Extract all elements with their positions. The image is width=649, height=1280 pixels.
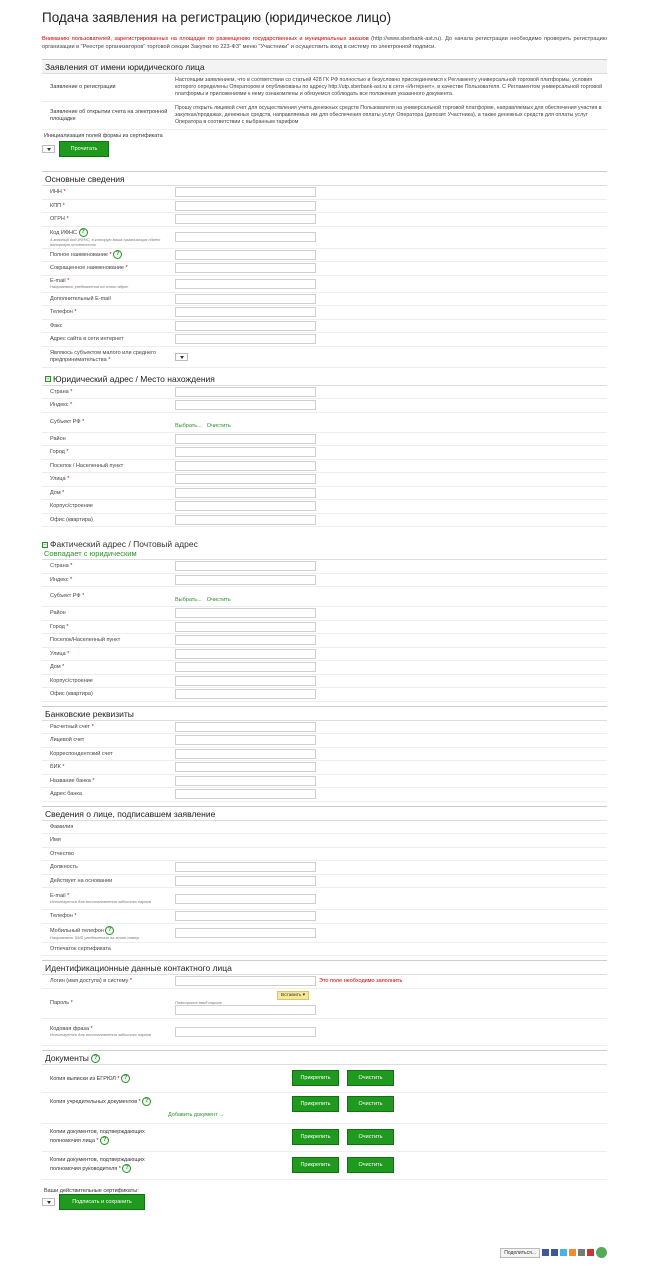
fax-input[interactable] xyxy=(175,321,316,331)
district-label: Район xyxy=(50,610,66,616)
bank-header: Банковские реквизиты xyxy=(42,706,607,721)
subject-row xyxy=(42,413,607,433)
signer-email-label: E-mail xyxy=(50,892,66,899)
legal-address-title: Юридический адрес / Место нахождения xyxy=(53,373,215,384)
index-input[interactable] xyxy=(175,575,316,585)
required-mark: * xyxy=(118,1166,121,1173)
password-row xyxy=(42,989,607,1019)
notice-red: Вниманию пользователей, зарегистрированных на площадке по размещению государственных и муниципальных заказов xyxy=(42,36,369,42)
contact-header: Идентификационные данные контактного лица xyxy=(42,960,607,975)
password-input[interactable] xyxy=(175,1005,316,1015)
document-label: Копия учредительных документов xyxy=(50,1098,138,1105)
personal-account-input[interactable] xyxy=(175,735,316,745)
building-input[interactable] xyxy=(175,501,316,511)
required-mark: * xyxy=(62,764,65,770)
district-input[interactable] xyxy=(175,434,316,444)
document-row xyxy=(42,1065,607,1093)
short-name-row xyxy=(42,262,607,276)
personal-account-row xyxy=(42,734,607,748)
choose-link[interactable]: Выбрать... xyxy=(175,422,202,429)
required-mark: * xyxy=(96,1138,99,1145)
bik-input[interactable] xyxy=(175,762,316,772)
surname-label: Фамилия xyxy=(50,823,74,830)
attach-button[interactable]: Прикрепить xyxy=(292,1129,339,1145)
office-row xyxy=(42,514,607,528)
statements-header: Заявления от имени юридического лица xyxy=(42,59,607,74)
required-mark: * xyxy=(66,449,69,455)
district-row xyxy=(42,433,607,447)
clear-button[interactable]: Очистить xyxy=(347,1157,394,1173)
house-input[interactable] xyxy=(175,488,316,498)
required-mark: * xyxy=(138,1098,141,1105)
required-mark: * xyxy=(67,650,70,657)
corr-account-label: Корреспондентский счет xyxy=(50,750,113,757)
certs-label: Ваши действительные сертификаты: xyxy=(44,1187,139,1194)
clear-link[interactable]: Очистить xyxy=(206,597,231,603)
city-label: Город xyxy=(50,449,65,455)
bank-address-input[interactable] xyxy=(175,789,316,799)
document-row xyxy=(42,1124,607,1152)
city-row xyxy=(42,446,607,460)
bank-name-row xyxy=(42,775,607,789)
help-icon[interactable]: ? xyxy=(91,1054,100,1063)
required-mark: * xyxy=(70,388,73,395)
bank-name-label: Название банка xyxy=(50,777,91,784)
read-button[interactable]: Прочитать xyxy=(59,141,109,157)
surname-row xyxy=(42,821,607,835)
collapse-toggle-icon[interactable]: − xyxy=(43,541,47,548)
inn-row xyxy=(42,186,607,200)
choose-link[interactable]: Выбрать... xyxy=(175,597,202,603)
short-name-label: Сокращенное наименование xyxy=(50,265,124,271)
email-hint: Направлять уведомления на этот адрес xyxy=(50,284,129,290)
required-mark: * xyxy=(90,1025,93,1032)
statement-label: Заявление о регистрации xyxy=(50,84,116,91)
login-input[interactable] xyxy=(175,976,316,986)
odnoklassniki-icon[interactable] xyxy=(569,1249,576,1256)
login-error: Это поле необходимо заполнить xyxy=(319,978,403,985)
footer-certificate-select[interactable] xyxy=(42,1198,55,1206)
required-mark: * xyxy=(62,489,65,496)
full-name-row xyxy=(42,249,607,263)
required-mark: * xyxy=(117,1075,120,1082)
clear-link[interactable]: Очистить xyxy=(206,422,231,429)
basic-header: Основные сведения xyxy=(42,171,607,186)
footer-row xyxy=(42,1194,607,1210)
signer-phone-row xyxy=(42,910,607,924)
index-input[interactable] xyxy=(175,400,316,410)
full-name-label: Полное наименование xyxy=(50,252,108,259)
required-mark: * xyxy=(82,418,85,425)
website-row xyxy=(42,333,607,347)
extra-email-label: Дополнительный E-mail xyxy=(50,295,111,302)
login-row xyxy=(42,975,607,989)
statement-label: Заявление об открытии счета на электронной площадке xyxy=(50,109,168,122)
country-label: Страна xyxy=(50,388,69,395)
statement-text: Настоящим заявлением, что в соответствии со статьей 428 ГК РФ полностью и безусловно присоединяемся к Регламенту универсальной торговой платформы, условия которого определены Оператором и опубликованы по адресу http://utp.sberbank-ast.ru в сети «Интернет», в качестве Пользователя. С Регламентом универсальной торговой платформы и приложениями к нему ознакомлены и обязуемся соблюдать все положения указанного документа. xyxy=(175,77,603,97)
inn-input[interactable] xyxy=(175,187,316,197)
office-label: Офис (квартира) xyxy=(50,691,93,697)
share-button[interactable]: Поделиться... xyxy=(500,1248,540,1258)
mobile-input[interactable] xyxy=(175,928,316,938)
code-phrase-label: Кодовая фраза xyxy=(50,1025,89,1032)
document-label: Копии документов, подтверждающих полномочия руководителя xyxy=(50,1157,145,1173)
subject-label: Субъект РФ xyxy=(50,418,81,425)
house-row xyxy=(42,487,607,501)
ifns-hint: 4-значный код ИФНС, в которую ваша организация сдает налоговую отчетность xyxy=(50,236,161,247)
notice xyxy=(42,35,607,51)
help-icon[interactable]: ? xyxy=(79,228,88,237)
clear-button[interactable]: Очистить xyxy=(347,1070,394,1086)
required-mark: * xyxy=(62,664,65,670)
attach-button[interactable]: Прикрепить xyxy=(292,1070,339,1086)
fax-row xyxy=(42,320,607,334)
help-icon[interactable]: ? xyxy=(142,1097,151,1106)
signer-phone-input[interactable] xyxy=(175,911,316,921)
required-mark: * xyxy=(109,252,112,259)
password-label: Пароль xyxy=(50,999,70,1006)
house-row xyxy=(42,661,607,675)
mobile-label: Мобильный телефон xyxy=(50,927,104,934)
code-phrase-input[interactable] xyxy=(175,1027,316,1037)
document-label: Копия выписки из ЕГРЮЛ xyxy=(50,1075,116,1082)
district-label: Район xyxy=(50,435,66,442)
cert-init-row xyxy=(42,141,607,157)
subject-label: Субъект РФ xyxy=(50,593,81,600)
ifns-input[interactable] xyxy=(175,232,316,242)
required-mark: * xyxy=(74,913,77,919)
building-label: Корпус/строение xyxy=(50,677,93,684)
certificate-select[interactable] xyxy=(42,145,55,153)
building-row xyxy=(42,500,607,514)
building-input[interactable] xyxy=(175,676,316,686)
street-label: Улица xyxy=(50,476,66,482)
help-icon[interactable]: ? xyxy=(100,1136,109,1145)
mobile-hint: Направлять SMS уведомления на этот номер xyxy=(50,934,139,940)
kpp-row xyxy=(42,200,607,214)
google-icon[interactable] xyxy=(587,1249,594,1256)
extra-email-input[interactable] xyxy=(175,294,316,304)
name-row xyxy=(42,834,607,848)
required-mark: * xyxy=(82,593,85,600)
help-icon[interactable]: ? xyxy=(122,1164,131,1173)
country-row xyxy=(42,560,607,574)
district-input[interactable] xyxy=(175,608,316,618)
attach-button[interactable]: Прикрепить xyxy=(292,1157,339,1173)
city-row xyxy=(42,621,607,635)
documents-header xyxy=(42,1050,607,1065)
inn-label: ИНН xyxy=(50,189,62,195)
index-label: Индекс xyxy=(50,576,69,583)
basis-row xyxy=(42,875,607,889)
city-label: Город xyxy=(50,623,65,630)
legal-address-header xyxy=(42,372,607,386)
facebook-icon[interactable] xyxy=(551,1249,558,1256)
statement-row xyxy=(42,102,607,130)
full-name-input[interactable] xyxy=(175,250,316,260)
subject-row xyxy=(42,587,607,607)
required-mark: * xyxy=(70,402,73,408)
clear-button[interactable]: Очистить xyxy=(347,1129,394,1145)
required-mark: * xyxy=(70,576,73,583)
extra-email-row xyxy=(42,293,607,307)
ifns-row xyxy=(42,227,607,249)
signer-header: Сведения о лице, подписавшем заявление xyxy=(42,806,607,821)
code-phrase-hint: Используется для восстановления забытого пароля xyxy=(50,1032,152,1038)
settlement-input[interactable] xyxy=(175,635,316,645)
account-input[interactable] xyxy=(175,722,316,732)
office-input[interactable] xyxy=(175,515,316,525)
ifns-label: Код ИФНС xyxy=(50,229,77,236)
index-row xyxy=(42,574,607,588)
required-mark: * xyxy=(129,978,133,984)
website-input[interactable] xyxy=(175,334,316,344)
bank-address-row xyxy=(42,788,607,802)
required-mark: * xyxy=(74,309,77,315)
required-mark: * xyxy=(67,476,70,482)
required-mark: * xyxy=(125,265,128,271)
kpp-label: КПП xyxy=(50,202,62,209)
building-row xyxy=(42,675,607,689)
office-input[interactable] xyxy=(175,689,316,699)
settlement-label: Поселок/Населенный пункт xyxy=(50,637,121,643)
repeat-password-hint: Повторите ввод пароля xyxy=(175,1000,222,1005)
position-row xyxy=(42,861,607,875)
kpp-input[interactable] xyxy=(175,201,316,211)
mail-icon[interactable] xyxy=(578,1249,585,1256)
add-document-link[interactable]: Добавить документ → xyxy=(168,1111,225,1118)
help-icon[interactable]: ? xyxy=(121,1074,130,1083)
district-row xyxy=(42,607,607,621)
insert-label: Вставить xyxy=(281,993,302,998)
office-row xyxy=(42,688,607,702)
fax-label: Факс xyxy=(50,322,63,329)
required-mark: * xyxy=(67,277,70,284)
street-input[interactable] xyxy=(175,474,316,484)
bik-label: БИК xyxy=(50,764,61,770)
share-bar xyxy=(500,1247,607,1258)
cert-print-row xyxy=(42,943,607,957)
short-name-input[interactable] xyxy=(175,263,316,273)
required-mark: * xyxy=(67,892,70,899)
ogrn-label: ОГРН xyxy=(50,216,65,222)
corr-account-input[interactable] xyxy=(175,749,316,759)
account-row xyxy=(42,721,607,735)
ogrn-row xyxy=(42,213,607,227)
signer-phone-label: Телефон xyxy=(50,913,73,919)
required-mark: * xyxy=(62,202,65,209)
statement-row xyxy=(42,74,607,102)
personal-account-label: Лицевой счет xyxy=(50,737,85,743)
required-mark: * xyxy=(91,723,94,730)
sme-row xyxy=(42,347,607,368)
required-mark: * xyxy=(63,189,66,195)
account-label: Расчетный счет xyxy=(50,723,91,730)
page-title: Подача заявления на регистрацию (юридическое лицо) xyxy=(42,10,392,25)
house-input[interactable] xyxy=(175,662,316,672)
phone-row xyxy=(42,306,607,320)
building-label: Корпус/строение xyxy=(50,503,93,509)
office-label: Офис (квартира) xyxy=(50,516,93,523)
signer-email-hint: Используется для восстановления забытого пароля xyxy=(50,899,152,905)
street-row xyxy=(42,648,607,662)
sign-save-button[interactable]: Подписать и сохранить xyxy=(59,1194,145,1210)
actual-address-title: Фактический адрес / Почтовый адрес xyxy=(50,539,198,549)
house-label: Дом xyxy=(50,664,61,670)
sme-label: Являюсь субъектом малого или среднего предпринимательства xyxy=(50,350,157,363)
street-row xyxy=(42,473,607,487)
settlement-row xyxy=(42,634,607,648)
code-phrase-row xyxy=(42,1019,607,1046)
attach-button[interactable]: Прикрепить xyxy=(292,1096,339,1112)
name-label: Имя xyxy=(50,837,61,843)
documents-title: Документы xyxy=(45,1052,89,1063)
street-label: Улица xyxy=(50,650,66,657)
required-mark: * xyxy=(66,216,69,222)
clear-button[interactable]: Очистить xyxy=(347,1096,394,1112)
settlement-input[interactable] xyxy=(175,461,316,471)
phone-label: Телефон xyxy=(50,309,73,315)
index-label: Индекс xyxy=(50,402,69,408)
help-icon[interactable]: ? xyxy=(113,250,122,259)
patronymic-label: Отчество xyxy=(50,850,74,857)
actual-address-header xyxy=(42,537,607,549)
city-input[interactable] xyxy=(175,447,316,457)
position-label: Должность xyxy=(50,864,78,870)
email-input[interactable] xyxy=(175,279,316,289)
settlement-label: Поселок / Населенный пункт xyxy=(50,462,124,469)
collapse-toggle-icon[interactable]: − xyxy=(46,376,50,383)
required-mark: * xyxy=(66,623,69,630)
city-input[interactable] xyxy=(175,622,316,632)
bank-name-input[interactable] xyxy=(175,776,316,786)
index-row xyxy=(42,399,607,413)
bik-row xyxy=(42,761,607,775)
twitter-icon[interactable] xyxy=(560,1249,567,1256)
sme-select[interactable] xyxy=(175,353,188,361)
statement-text: Прошу открыть лицевой счет для осуществления учета денежных средств Пользователя на универсальной торговой платформе, направляемых для обеспечения участия в закупках/продажах, денежных средств, направляемых им для обеспечения оплаты услуг Оператора (депозит Участника), а также денежных средств для оплаты услуг Оператора в соответствии с выбранным тарифом xyxy=(175,105,602,125)
signer-email-input[interactable] xyxy=(175,894,316,904)
settlement-row xyxy=(42,460,607,474)
login-label: Логин (имя доступа) в систему xyxy=(50,978,129,984)
cert-print-label: Отпечаток сертификата xyxy=(50,945,111,952)
insert-button[interactable]: Вставить ▾ xyxy=(277,991,309,1000)
website-label: Адрес сайта в сети интернет xyxy=(50,336,124,342)
basis-input[interactable] xyxy=(175,876,316,886)
email-label: E-mail xyxy=(50,277,66,284)
document-row xyxy=(42,1152,607,1180)
street-input[interactable] xyxy=(175,649,316,659)
corr-account-row xyxy=(42,748,607,762)
phone-input[interactable] xyxy=(175,307,316,317)
ogrn-input[interactable] xyxy=(175,214,316,224)
mobile-row xyxy=(42,924,607,943)
country-input[interactable] xyxy=(175,387,316,397)
same-as-legal-link[interactable]: Совпадает с юридическим xyxy=(42,549,607,560)
help-icon[interactable]: ? xyxy=(105,926,114,935)
country-input[interactable] xyxy=(175,561,316,571)
signer-email-row xyxy=(42,888,607,910)
basis-label: Действует на основании xyxy=(50,877,113,884)
notice-rest: (http://www.sberbank-ast.ru). До начала регистрации необходимо проверить регистрацию организации в "Реестре организаторов" торговой секции Закупки по 223-ФЗ" меню "Участники" и осуществить вход в систему по электронной подписи. xyxy=(42,36,607,50)
required-mark: * xyxy=(92,777,95,784)
bank-address-label: Адрес банка xyxy=(50,791,82,797)
badge-icon xyxy=(596,1247,607,1258)
house-label: Дом xyxy=(50,489,61,496)
required-mark: * xyxy=(70,563,73,569)
patronymic-row xyxy=(42,848,607,862)
required-mark: * xyxy=(108,356,111,363)
position-input[interactable] xyxy=(175,862,316,872)
country-row xyxy=(42,386,607,400)
cert-init-label: Инициализация полей формы из сертификата xyxy=(44,133,163,139)
email-row xyxy=(42,276,607,293)
required-mark: * xyxy=(70,999,73,1006)
vk-icon[interactable] xyxy=(542,1249,549,1256)
document-label: Копии документов, подтверждающих полномочия лица xyxy=(50,1129,145,1145)
country-label: Страна xyxy=(50,563,69,569)
